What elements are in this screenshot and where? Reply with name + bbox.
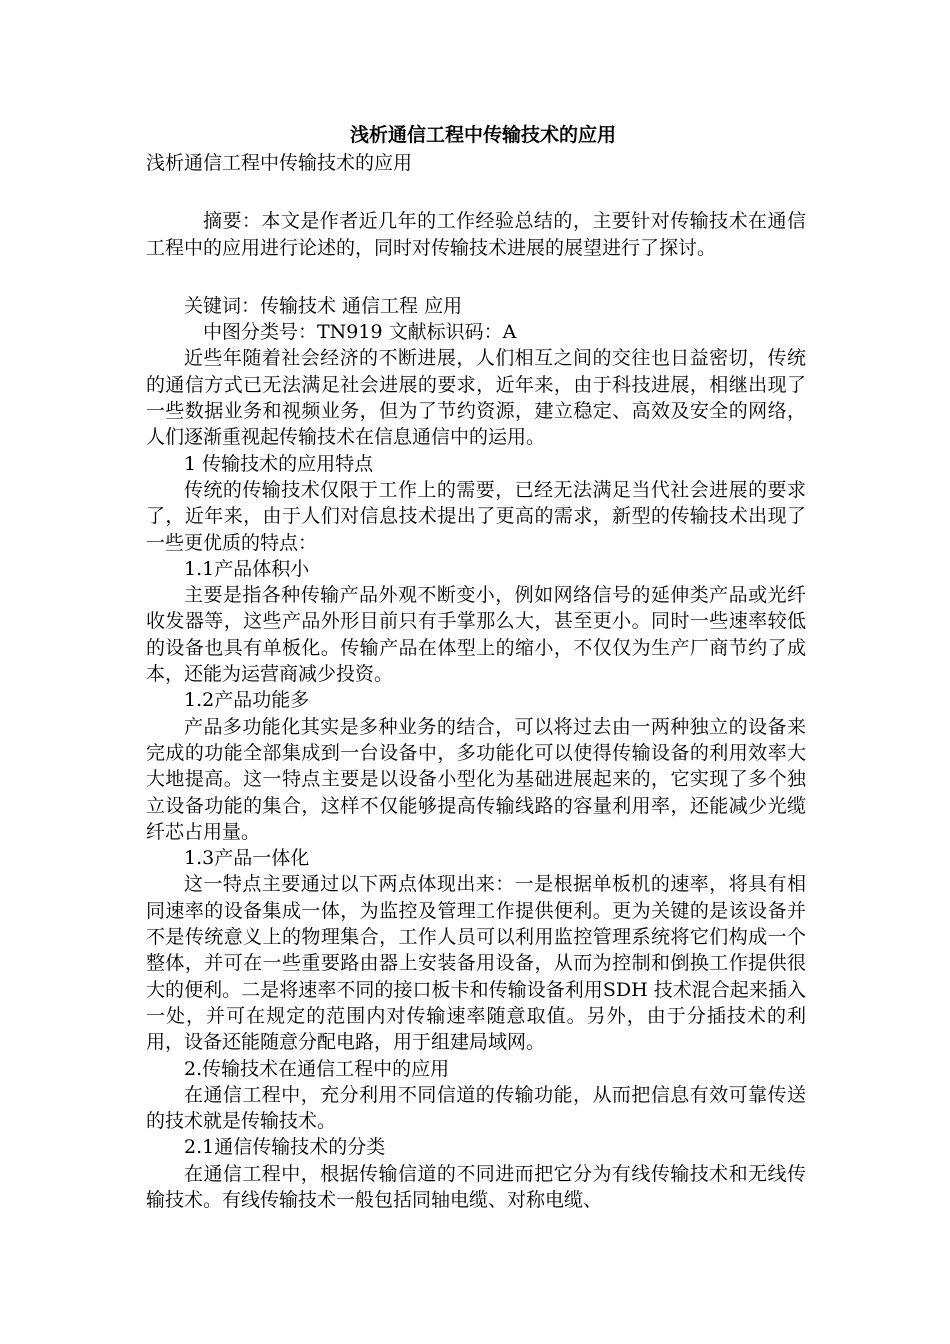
section-heading-1-2: 1.2产品功能多 xyxy=(184,689,310,712)
section-1-paragraph: 传统的传输技术仅限于工作上的需要，已经无法满足当代社会进展的要求了，近年来，由于人们对信息技术提出了更高的需求，新型的传输技术出现了一些更优质的特点： xyxy=(146,478,806,554)
section-heading-1-1: 1.1产品体积小 xyxy=(184,557,310,580)
classification-line: 中图分类号：TN919 文献标识码：A xyxy=(203,321,517,344)
keywords-line: 关键词：传输技术 通信工程 应用 xyxy=(184,294,463,317)
section-1-1-paragraph: 主要是指各种传输产品外观不断变小，例如网络信号的延伸类产品或光纤收发器等，这些产品外形目前只有手掌那么大，甚至更小。同时一些速率较低的设备也具有单板化。传输产品在体型上的缩小，不仅仅为生产厂商节约了成本，还能为运营商减少投资。 xyxy=(146,584,806,686)
section-heading-1: 1 传输技术的应用特点 xyxy=(184,452,374,475)
section-heading-1-3: 1.3产品一体化 xyxy=(184,847,310,870)
document-page xyxy=(146,120,806,1213)
section-1-3-paragraph: 这一特点主要通过以下两点体现出来：一是根据单板机的速率，将具有相同速率的设备集成一体，为监控及管理工作提供便利。更为关键的是该设备并不是传统意义上的物理集合，工作人员可以利用监控管理系统将它们构成一个整体，并可在一些重要路由器上安装备用设备，从而为控制和倒换工作提供很大的便利。二是将速率不同的接口板卡和传输设备利用SDH 技术混合起来插入一处，并可在规定的范围内对传输速率随意取值。另外，由于分插技术的利用，设备还能随意分配电路，用于组建局域网。 xyxy=(146,873,806,1054)
section-2-1-paragraph: 在通信工程中，根据传输信道的不同进而把它分为有线传输技术和无线传输技术。有线传输技术一般包括同轴电缆、对称电缆、 xyxy=(146,1162,806,1211)
document-subtitle: 浅析通信工程中传输技术的应用 xyxy=(146,152,413,174)
document-title: 浅析通信工程中传输技术的应用 xyxy=(349,124,616,146)
intro-paragraph: 近些年随着社会经济的不断进展，人们相互之间的交往也日益密切，传统的通信方式已无法满足社会进展的要求，近年来，由于科技进展，相继出现了一些数据业务和视频业务，但为了节约资源，建立稳定、高效及安全的网络，人们逐渐重视起传输技术在信息通信中的运用。 xyxy=(146,347,806,449)
section-heading-2: 2.传输技术在通信工程中的应用 xyxy=(184,1057,450,1080)
section-1-2-paragraph: 产品多功能化其实是多种业务的结合，可以将过去由一两种独立的设备来完成的功能全部集成到一台设备中，多功能化可以使得传输设备的利用效率大大地提高。这一特点主要是以设备小型化为基础进展起来的，它实现了多个独立设备功能的集合，这样不仅能够提高传输线路的容量利用率，还能减少光缆纤芯占用量。 xyxy=(146,715,806,843)
section-2-paragraph: 在通信工程中，充分利用不同信道的传输功能，从而把信息有效可靠传送的技术就是传输技术。 xyxy=(146,1083,806,1133)
abstract-paragraph: 摘要：本文是作者近几年的工作经验总结的，主要针对传输技术在通信工程中的应用进行论述的，同时对传输技术进展的展望进行了探讨。 xyxy=(146,210,806,259)
section-heading-2-1: 2.1通信传输技术的分类 xyxy=(184,1136,386,1159)
